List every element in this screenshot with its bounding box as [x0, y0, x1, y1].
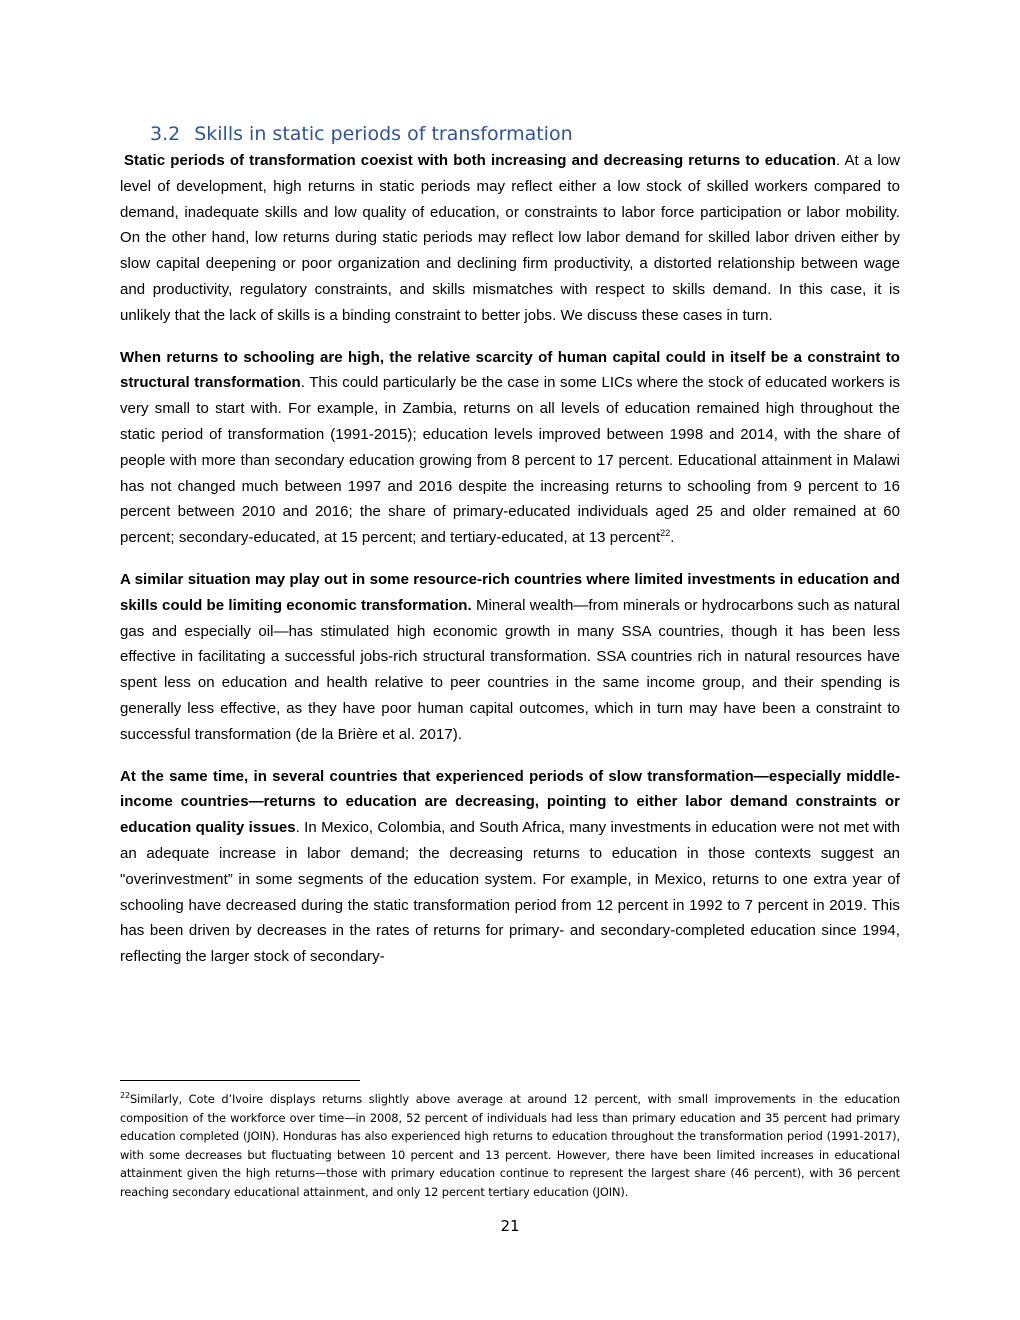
paragraph-3-lead: A similar situation may play out in some resource-rich countries where limited investments in education and skills could be limiting economic transformation.: [120, 570, 900, 614]
paragraph-4-lead: At the same time, in several countries that experienced periods of slow transformation—especially middle-income countries—returns to education are decreasing, pointing to either labor demand constraints or education quality issues: [120, 767, 900, 837]
section-heading: [150, 120, 900, 148]
paragraph-2: [120, 345, 900, 551]
paragraph-4: [120, 764, 900, 970]
footnote-number: 22: [120, 1091, 130, 1101]
page-number: 21: [500, 1217, 520, 1235]
paragraph-2-text: . This could particularly be the case in some LICs where the stock of educated workers is very small to start with. For example, in Zambia, returns on all levels of education remained high throughout the static period of transformation (1991-2015); education levels improved between 1998 and 2014, with the share of people with more than secondary education growing from 8 percent to 17 percent. Educational attainment in Malawi has not changed much between 1997 and 2016 despite the increasing returns to schooling from 9 percent to 16 percent between 2010 and 2016; the share of primary-educated individuals aged 25 and older remained at 60 percent; secondary-educated, at 15 percent; and tertiary-educated, at 13 percent: [120, 374, 900, 547]
footnote-text: Similarly, Cote d’Ivoire displays returns slightly above average at around 12 percent, with small improvements in the education composition of the workforce over time—in 2008, 52 percent of individuals had less than primary education and 35 percent had primary education completed (JOIN). Honduras has also experienced high returns to education throughout the transformation period (1991-2017), with some decreases but fluctuating between 10 percent and 13 percent. However, there have been limited increases in educational attainment given the high returns—those with primary education continue to represent the largest share (46 percent), with 36 percent reaching secondary educational attainment, and only 12 percent tertiary education (JOIN).: [120, 1092, 900, 1199]
footnote-reference[interactable]: 22: [660, 528, 671, 539]
paragraph-3: [120, 567, 900, 748]
footnote-separator: [120, 1080, 360, 1081]
paragraph-4-text: . In Mexico, Colombia, and South Africa, many investments in education were not met with an adequate increase in labor demand; the decreasing returns to education in those contexts suggest an "overinvestment” in some segments of the education system. For example, in Mexico, returns to one extra year of schooling have decreased during the static transformation period from 12 percent in 1992 to 7 percent in 2019. This has been driven by decreases in the rates of returns for primary- and secondary-completed education since 1994, reflecting the larger stock of secondary-: [120, 819, 900, 966]
paragraph-2-end: .: [670, 529, 675, 547]
paragraph-1-text: . At a low level of development, high returns in static periods may reflect either a low stock of skilled workers compared to demand, inadequate skills and low quality of education, or constraints to labor force participation or labor mobility. On the other hand, low returns during static periods may reflect low labor demand for skilled labor driven either by slow capital deepening or poor organization and declining firm productivity, a distorted relationship between wage and productivity, regulatory constraints, and skills mismatches with respect to skills demand. In this case, it is unlikely that the lack of skills is a binding constraint to better jobs. We discuss these cases in turn.: [120, 152, 900, 324]
section-title: Skills in static periods of transformation: [194, 123, 573, 145]
paragraph-1: [120, 148, 900, 329]
page-body: [120, 120, 900, 986]
paragraph-1-lead: Static periods of transformation coexist with both increasing and decreasing returns to education: [124, 152, 837, 169]
paragraph-3-text: Mineral wealth—from minerals or hydrocarbons such as natural gas and especially oil—has stimulated high economic growth in many SSA countries, though it has been less effective in facilitating a successful jobs-rich structural transformation. SSA countries rich in natural resources have spent less on education and health relative to peer countries in the same income group, and their spending is generally less effective, as they have poor human capital outcomes, which in turn may have been a constraint to successful transformation (de la Brière et al. 2017).: [120, 596, 900, 743]
footnote: [120, 1090, 900, 1201]
section-number: 3.2: [150, 123, 181, 145]
paragraph-2-lead: When returns to schooling are high, the relative scarcity of human capital could in itself be a constraint to structural transformation: [120, 348, 900, 392]
